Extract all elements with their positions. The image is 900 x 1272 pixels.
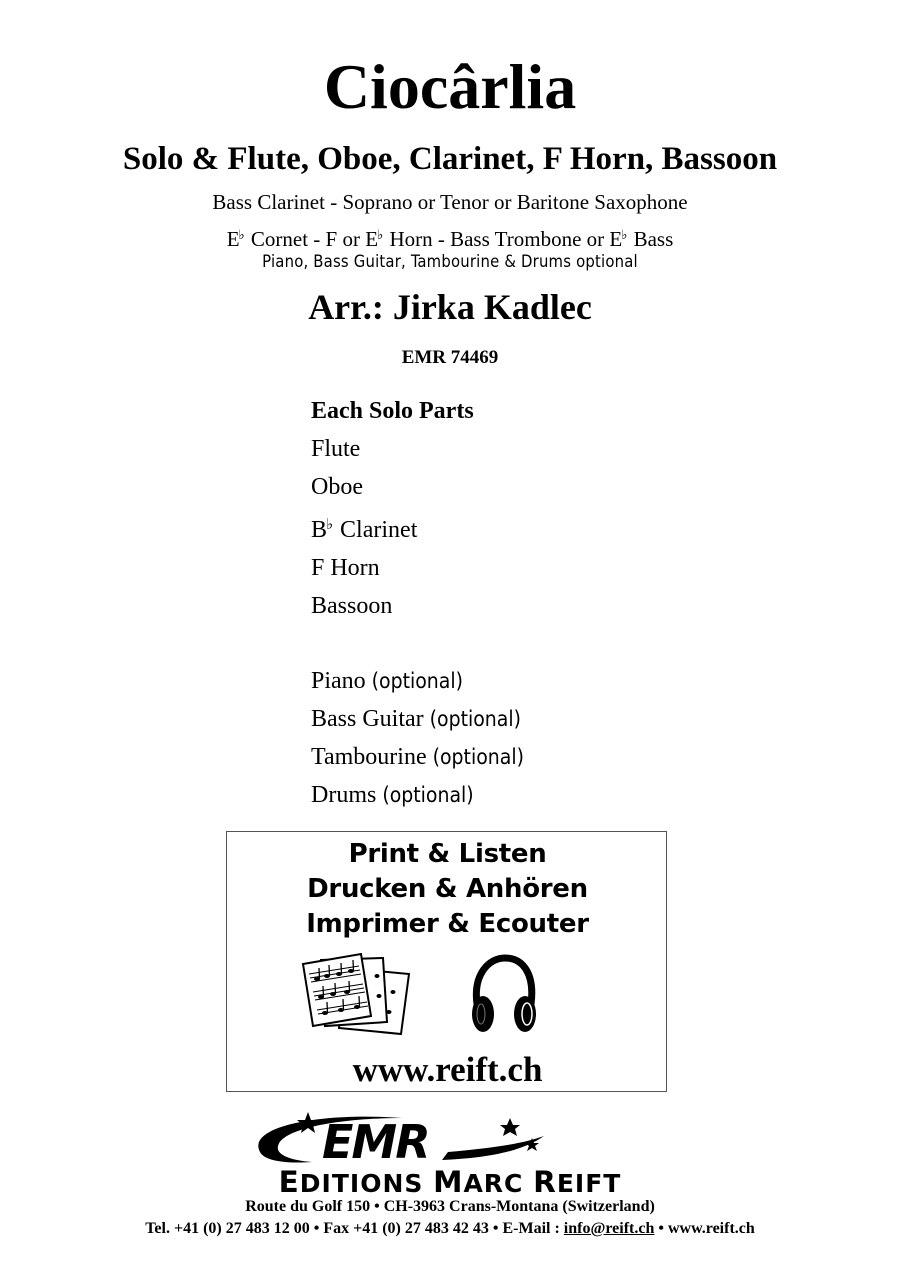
flat-symbol: ♭ bbox=[326, 517, 334, 533]
optional-part-item: Bass Guitar (optional) bbox=[311, 706, 521, 733]
emr-logo-text: EMR bbox=[322, 1115, 429, 1168]
optional-part-item: Drums (optional) bbox=[311, 782, 474, 809]
instrumentation-line-3: Piano, Bass Guitar, Tambourine & Drums optional bbox=[262, 252, 638, 271]
optional-part-item: Tambourine (optional) bbox=[311, 744, 524, 771]
part-item: Flute bbox=[311, 436, 361, 462]
parts-list bbox=[311, 392, 671, 814]
email-link[interactable]: info@reift.ch bbox=[563, 1220, 655, 1237]
flat-symbol: ♭ bbox=[238, 227, 245, 242]
publisher-name: EDITIONS MARC REIFT bbox=[278, 1165, 622, 1199]
parts-heading: Each Solo Parts bbox=[311, 398, 474, 424]
instrumentation-line-2: E♭ Cornet - F or E♭ Horn - Bass Trombone or E♭ Bass bbox=[226, 227, 674, 252]
publisher-address: Route du Golf 150 • CH-3963 Crans-Montana (Switzerland) bbox=[245, 1198, 655, 1215]
optional-part-item: Piano (optional) bbox=[311, 668, 463, 695]
subtitle: Solo & Flute, Oboe, Clarinet, F Horn, Bassoon bbox=[122, 141, 778, 177]
catalog-number: EMR 74469 bbox=[401, 347, 499, 368]
flat-symbol: ♭ bbox=[377, 227, 384, 242]
website-link[interactable]: www.reift.ch bbox=[352, 1050, 543, 1089]
arranger: Arr.: Jirka Kadlec bbox=[308, 287, 592, 327]
part-item: Oboe bbox=[311, 474, 363, 500]
publisher-contact: Tel. +41 (0) 27 483 12 00 • Fax +41 (0) 27 483 42 43 • E-Mail : info@reift.ch • www.reift.ch bbox=[145, 1220, 755, 1237]
flat-symbol: ♭ bbox=[621, 227, 628, 242]
emr-logo bbox=[252, 1108, 552, 1168]
part-item: Bassoon bbox=[311, 593, 393, 620]
promo-line: Imprimer & Ecouter bbox=[306, 909, 589, 939]
part-item: F Horn bbox=[311, 555, 380, 582]
promo-line: Print & Listen bbox=[348, 839, 547, 869]
optional-parts-list bbox=[311, 662, 671, 814]
page-title: Ciocârlia bbox=[323, 51, 577, 122]
headphones-icon bbox=[467, 954, 539, 1036]
sheet-music-icon bbox=[301, 952, 413, 1036]
part-item: B♭ Clarinet bbox=[311, 517, 418, 544]
promo-line: Drucken & Anhören bbox=[307, 874, 588, 904]
instrumentation-line-1: Bass Clarinet - Soprano or Tenor or Baritone Saxophone bbox=[212, 190, 688, 214]
print-listen-box bbox=[226, 831, 667, 1092]
